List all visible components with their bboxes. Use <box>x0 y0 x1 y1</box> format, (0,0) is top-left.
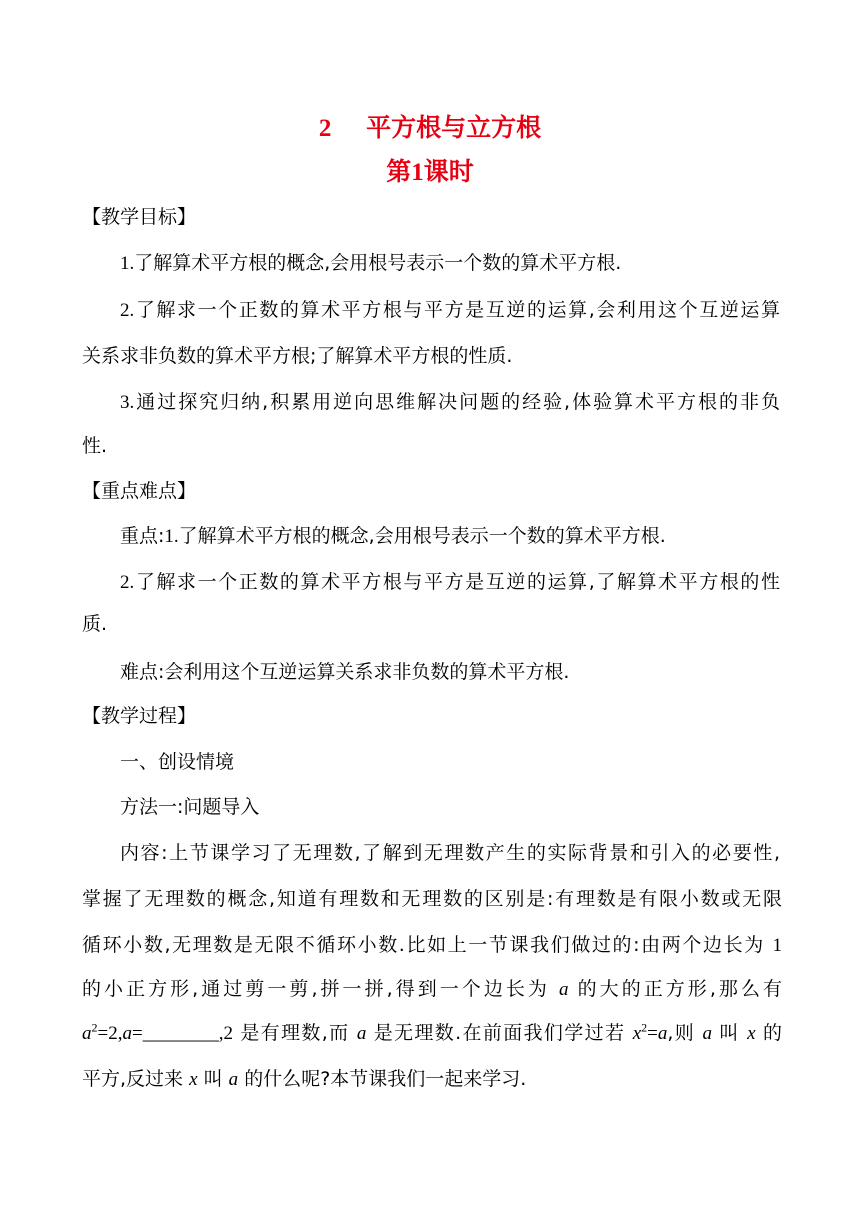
goal-3-line-2: 性. <box>82 435 108 457</box>
number-one: 1 <box>772 935 782 956</box>
section-title <box>0 113 860 144</box>
equals-sign: = <box>647 1023 658 1044</box>
exponent: 2 <box>641 1020 648 1035</box>
variable-a: a <box>702 1023 712 1044</box>
paragraph-line-6 <box>82 1066 782 1093</box>
goal-2-line-1 <box>120 297 780 324</box>
keypoint-1-text: 了解算术平方根的概念,会用根号表示一个数的算术平方根. <box>178 525 666 547</box>
lesson-suffix: 课时 <box>423 157 474 186</box>
variable-a: a <box>82 1023 92 1044</box>
lesson-number: 1 <box>411 159 424 186</box>
keypoint-2-line-1 <box>120 569 780 596</box>
lesson-prefix: 第 <box>386 157 412 186</box>
variable-a: a <box>559 979 569 1000</box>
keypoint-2-number: 2. <box>120 572 135 593</box>
paragraph-line-4 <box>82 976 782 1003</box>
process-step-1: 一、创设情境 <box>120 751 235 773</box>
section-number: 2 <box>318 115 332 142</box>
equation-part: =2, <box>97 1023 123 1044</box>
keypoint-1-number: 1. <box>164 526 179 547</box>
paragraph-line-5-text-2: 是无理数.在前面我们学过若 <box>373 1022 626 1044</box>
paragraph-line-6-text-c: 的什么呢?本节课我们一起来学习. <box>244 1068 527 1090</box>
paragraph-line-5-text-4: 叫 <box>719 1022 740 1044</box>
keypoint-1-prefix: 重点: <box>120 525 165 547</box>
section-name: 平方根与立方根 <box>366 113 542 142</box>
variable-a: a <box>122 1023 132 1044</box>
goal-3-line-1 <box>120 389 780 416</box>
keypoint-2-line-2: 质. <box>82 613 108 635</box>
variable-x: x <box>632 1023 642 1044</box>
process-method-1: 方法一:问题导入 <box>120 796 260 818</box>
paragraph-line-6-text-b: 叫 <box>203 1068 223 1090</box>
goal-1-text: 了解算术平方根的概念,会用根号表示一个数的算术平方根. <box>134 252 622 274</box>
goal-3-text-1: 通过探究归纳,积累用逆向思维解决问题的经验,体验算术平方根的非负 <box>134 391 780 413</box>
answer-blank[interactable]: ________ <box>142 1023 219 1044</box>
variable-a: a <box>356 1023 367 1044</box>
keypoint-2-text-1: 了解求一个正数的算术平方根与平方是互逆的运算,了解算术平方根的性 <box>134 571 780 593</box>
paragraph-line-5-text-1: 是有理数,而 <box>240 1022 350 1044</box>
paragraph-line-4-text-a: 的小正方形,通过剪一剪,拼一拼,得到一个边长为 <box>82 978 550 1000</box>
paragraph-line-5 <box>82 1020 782 1047</box>
number-two: ,2 <box>218 1023 233 1044</box>
goal-3-number: 3. <box>120 392 135 413</box>
paragraph-line-3 <box>82 932 782 959</box>
paragraph-line-4-text-b: 的大的正方形,那么有 <box>577 978 782 1000</box>
lesson-title <box>0 157 860 188</box>
paragraph-line-6-text-a: 平方,反过来 <box>82 1068 184 1090</box>
paragraph-line-5-text-3: ,则 <box>667 1022 696 1044</box>
variable-a: a <box>228 1069 239 1090</box>
variable-x: x <box>747 1023 756 1044</box>
goal-1-number: 1. <box>120 253 135 274</box>
equals-sign: = <box>131 1023 143 1044</box>
paragraph-line-2: 掌握了无理数的概念,知道有理数和无理数的区别是:有理数是有限小数或无限 <box>82 888 782 910</box>
variable-a: a <box>657 1023 668 1044</box>
keypoints-heading: 【重点难点】 <box>82 480 197 502</box>
paragraph-line-1: 内容:上节课学习了无理数,了解到无理数产生的实际背景和引入的必要性, <box>120 842 780 864</box>
variable-x: x <box>189 1069 198 1090</box>
goal-1 <box>120 250 780 277</box>
difficulty: 难点:会利用这个互逆运算关系求非负数的算术平方根. <box>120 661 570 683</box>
goal-2-number: 2. <box>120 300 135 321</box>
paragraph-line-5-text-5: 的 <box>762 1022 782 1044</box>
goal-2-line-2: 关系求非负数的算术平方根;了解算术平方根的性质. <box>82 345 513 367</box>
goal-2-text-1: 了解求一个正数的算术平方根与平方是互逆的运算,会利用这个互逆运算 <box>134 299 780 321</box>
keypoint-1 <box>120 523 780 550</box>
process-heading: 【教学过程】 <box>82 705 197 727</box>
exponent: 2 <box>91 1020 98 1035</box>
paragraph-line-3-text: 循环小数,无理数是无限不循环小数.比如上一节课我们做过的:由两个边长为 <box>82 934 765 956</box>
goals-heading: 【教学目标】 <box>82 206 197 228</box>
